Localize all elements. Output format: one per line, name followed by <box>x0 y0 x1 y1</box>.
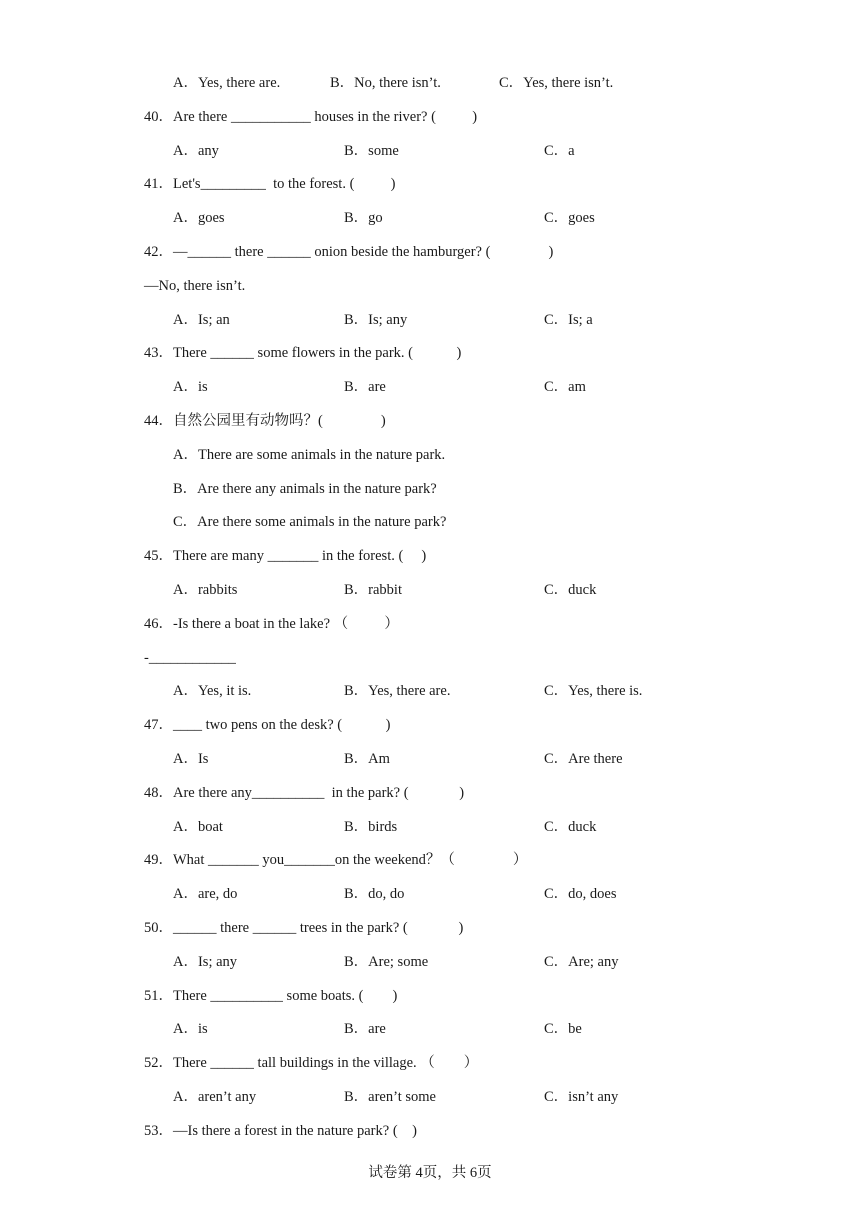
question-44: 44．自然公园里有动物吗？( ) <box>144 413 386 429</box>
option-b: B．go <box>344 210 383 226</box>
option-c: C．Are there <box>544 751 623 767</box>
option-c: C．Is; a <box>544 312 593 328</box>
question-41: 41．Let's_________ to the forest. ( ) <box>144 176 396 192</box>
option-a: A．are, do <box>173 886 238 902</box>
option-a: A．Is <box>173 751 209 767</box>
option-a: A．is <box>173 1021 208 1037</box>
question-46: 46．-Is there a boat in the lake? （ ） <box>144 616 399 632</box>
option-c: C．duck <box>544 582 597 598</box>
option-c: C．Yes, there isn’t. <box>499 75 614 91</box>
option-c: C．am <box>544 379 586 395</box>
option-b: B．Am <box>344 751 390 767</box>
option-c: C．goes <box>544 210 595 226</box>
question-45: 45．There are many _______ in the forest. ( ) <box>144 548 427 564</box>
option-a: A．aren’t any <box>173 1089 257 1105</box>
option-a: A．goes <box>173 210 225 226</box>
question-47: 47．____ two pens on the desk? ( ) <box>144 717 391 733</box>
option-b: B．Are; some <box>344 954 429 970</box>
option-c: C．a <box>544 143 575 159</box>
option-c: C．duck <box>544 819 597 835</box>
option-b: B．Are there any animals in the nature park? <box>173 481 437 497</box>
question-42: 42．—______ there ______ onion beside the hamburger? ( ) <box>144 244 554 260</box>
option-a: A．rabbits <box>173 582 238 598</box>
option-c: C．do, does <box>544 886 617 902</box>
option-c: C．Are; any <box>544 954 619 970</box>
answer-line: —No, there isn’t. <box>144 278 246 294</box>
option-b: B．Is; any <box>344 312 408 328</box>
question-48: 48．Are there any__________ in the park? ( ) <box>144 785 465 801</box>
option-b: B．some <box>344 143 399 159</box>
question-49: 49．What _______ you_______on the weekend？（ ） <box>144 852 528 868</box>
option-a: A．Yes, it is. <box>173 683 252 699</box>
option-b: B．aren’t some <box>344 1089 436 1105</box>
option-c: C．be <box>544 1021 582 1037</box>
option-a: A．There are some animals in the nature park. <box>173 447 446 463</box>
question-51: 51．There __________ some boats. ( ) <box>144 988 398 1004</box>
option-a: A．boat <box>173 819 223 835</box>
option-b: B．birds <box>344 819 398 835</box>
option-b: B．are <box>344 1021 386 1037</box>
option-b: B．rabbit <box>344 582 402 598</box>
answer-line: -____________ <box>144 650 236 666</box>
page-footer: 试卷第 4页，共 6页 <box>368 1165 492 1181</box>
option-a: A．Yes, there are. <box>173 75 281 91</box>
option-b: B．are <box>344 379 386 395</box>
option-b: B．No, there isn’t. <box>330 75 441 91</box>
option-c: C．isn’t any <box>544 1089 619 1105</box>
option-b: B．do, do <box>344 886 405 902</box>
option-a: A．any <box>173 143 219 159</box>
option-a: A．Is; an <box>173 312 230 328</box>
question-50: 50．______ there ______ trees in the park? ( ) <box>144 920 464 936</box>
question-43: 43．There ______ some flowers in the park. ( ) <box>144 345 462 361</box>
option-c: C．Are there some animals in the nature park? <box>173 514 447 530</box>
question-53: 53．—Is there a forest in the nature park? ( ) <box>144 1123 417 1139</box>
question-52: 52．There ______ tall buildings in the village. （ ） <box>144 1055 479 1071</box>
option-a: A．Is; any <box>173 954 238 970</box>
option-b: B．Yes, there are. <box>344 683 451 699</box>
option-c: C．Yes, there is. <box>544 683 643 699</box>
question-40: 40．Are there ___________ houses in the river? ( ) <box>144 109 478 125</box>
option-a: A．is <box>173 379 208 395</box>
